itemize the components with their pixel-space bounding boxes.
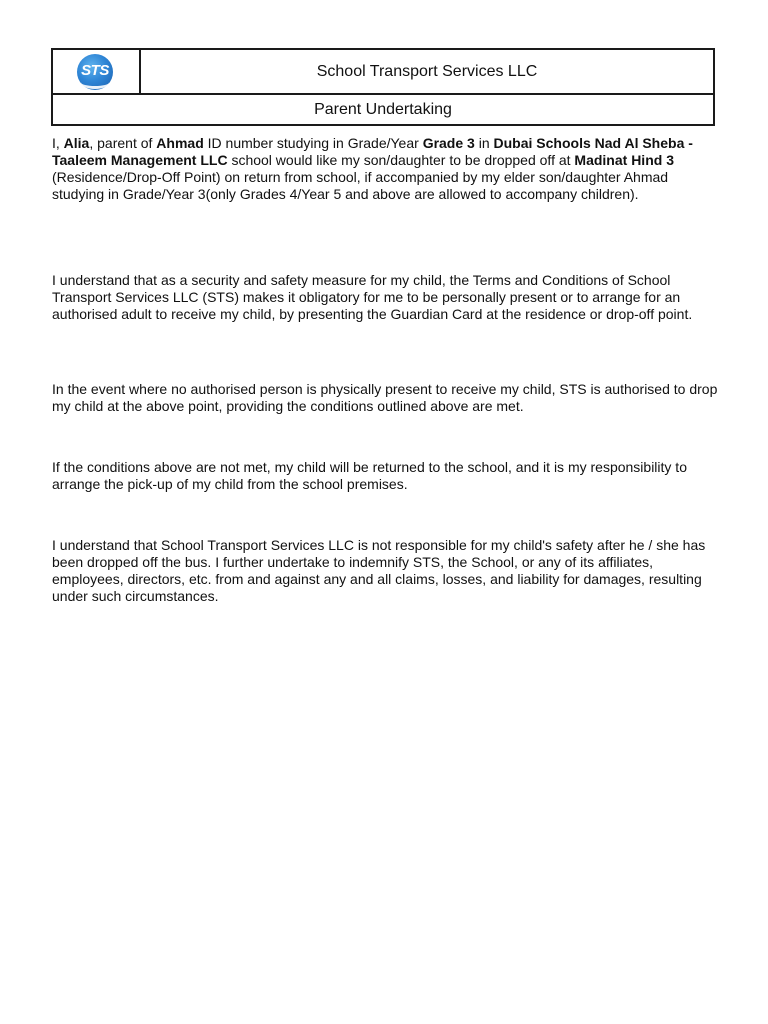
paragraph-no-authorised-person: In the event where no authorised person is physically present to receive my child, STS is authorised to drop my child at the above point, providing the conditions outlined above are met. [52,381,718,414]
logo-text: STS [81,62,109,79]
drop-point: Madinat Hind 3 [574,152,674,168]
document-title: Parent Undertaking [314,100,452,118]
header-table [51,48,715,126]
paragraph-declaration: I, Alia, parent of Ahmad ID number studying in Grade/Year Grade 3 in Dubai Schools Nad Al Sheba - Taaleem Management LLC school would like my son/daughter to be dropped off at Madinat Hind 3 (Residence/Drop-Off Point) on return from school, if accompanied by my elder son/daughter Ahmad studying in Grade/Year 3(only Grades 4/Year 5 and above are allowed to accompany children). [52,135,693,202]
school-name: Dubai Schools Nad Al Sheba - Taaleem Management LLC [52,135,693,168]
grade: Grade 3 [422,135,475,151]
paragraph-indemnity: I understand that School Transport Services LLC is not responsible for my child's safety after he / she has been dropped off the bus. I further undertake to indemnify STS, the School, or any of its affiliates, employees, directors, etc. from and against any and all claims, losses, and liability for damages, resulting under such circumstances. [52,537,706,604]
paragraph-security: I understand that as a security and safety measure for my child, the Terms and Conditions of School Transport Services LLC (STS) makes it obligatory for me to be personally present or to arrange for an authorised adult to receive my child, by presenting the Guardian Card at the residence or drop-off point. [52,272,693,322]
sts-logo [77,54,113,90]
child-name: Ahmad [156,135,204,151]
logo-cell [53,50,141,93]
paragraph-conditions-not-met: If the conditions above are not met, my child will be returned to the school, and it is my responsibility to arrange the pick-up of my child from the school premises. [52,459,687,492]
company-name: School Transport Services LLC [316,62,538,80]
parent-name: Alia [63,135,90,151]
